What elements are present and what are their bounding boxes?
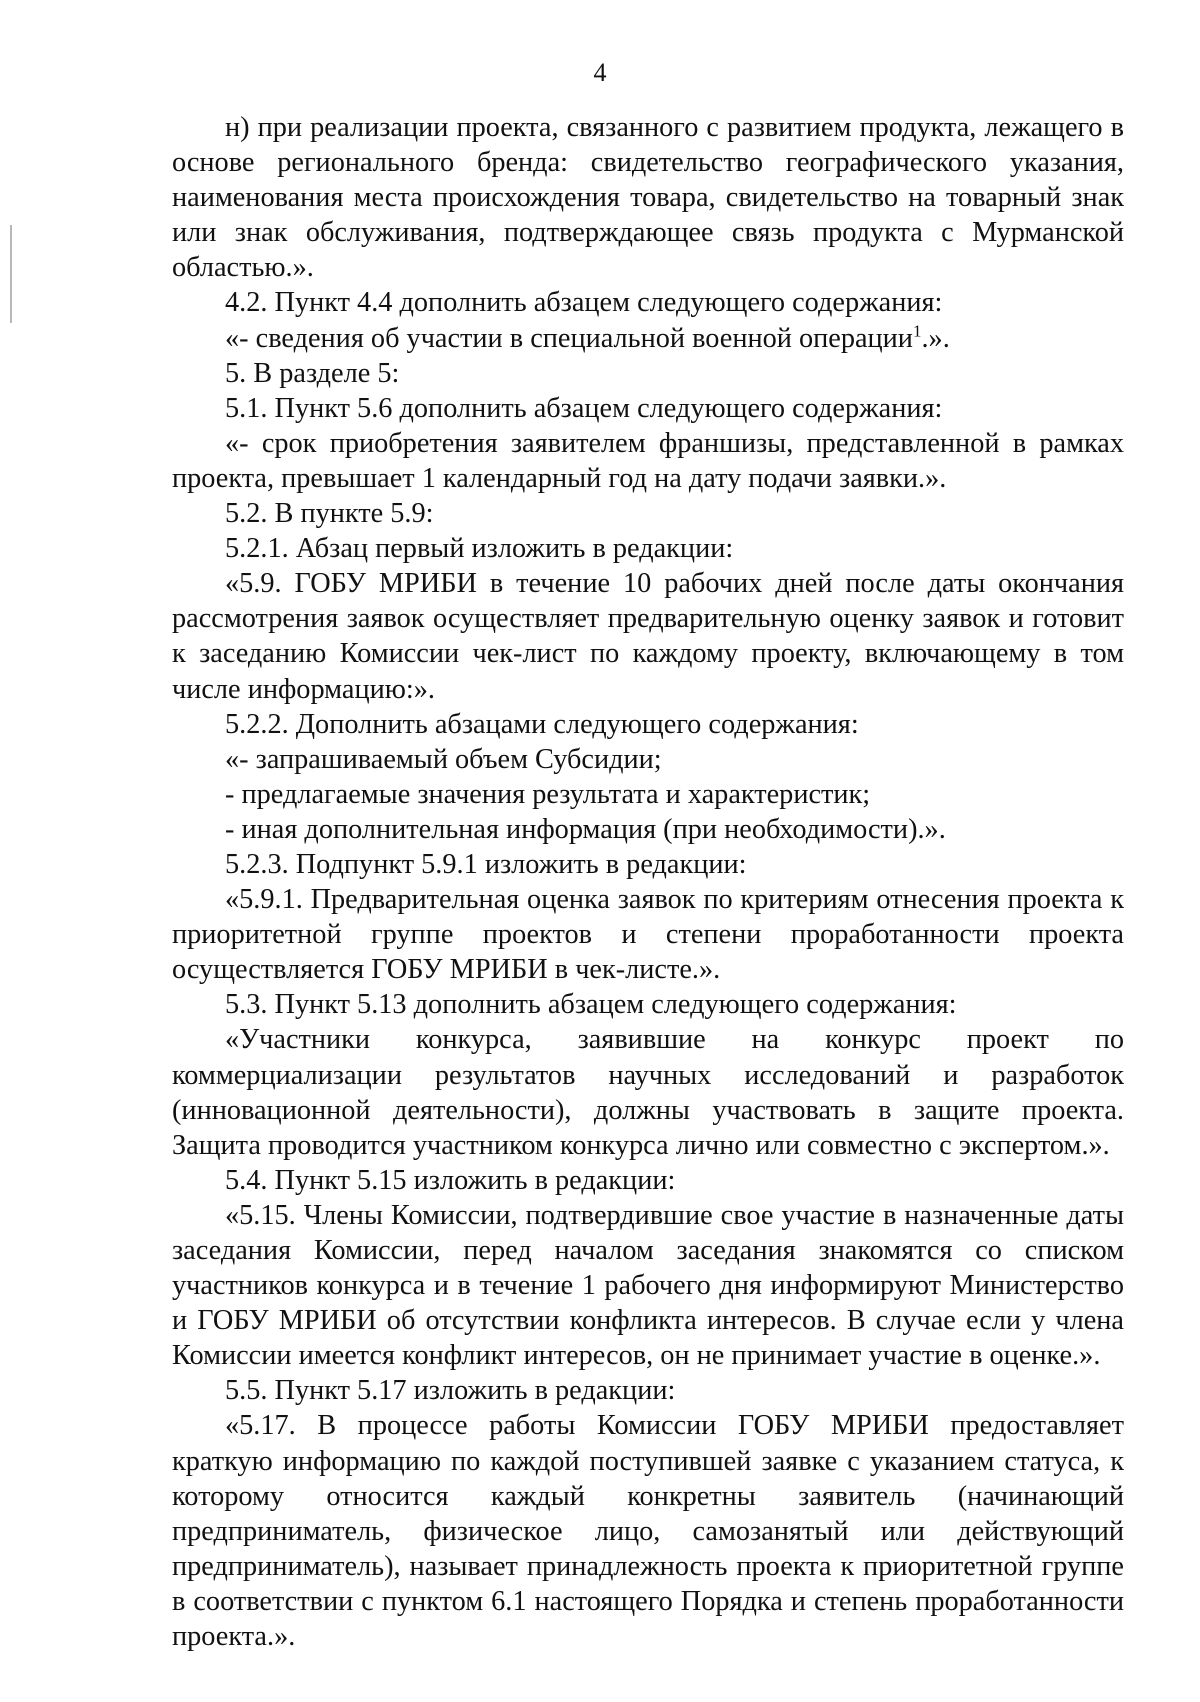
paragraph-5-2-1: 5.2.1. Абзац первый изложить в редакции: xyxy=(225,533,734,565)
paragraph-4-2: 4.2. Пункт 4.4 дополнить абзацем следующего содержания: xyxy=(225,287,943,319)
paragraph-svo-tail: .». xyxy=(921,322,950,354)
list-item-result-values: - предлагаемые значения результата и характеристик; xyxy=(225,778,871,810)
page-number: 4 xyxy=(593,58,607,87)
paragraph-5-9-text: «5.9. ГОБУ МРИБИ в течение 10 рабочих дней после даты окончания рассмотрения заявок осуществляет предварительную оценку заявок и готовит к заседанию Комиссии чек-лист по каждому проекту, включающему в том числе информацию:». xyxy=(172,568,1124,705)
paragraph-5-17-text: «5.17. В процессе работы Комиссии ГОБУ МРИБИ предоставляет краткую информацию по каждой поступившей заявке с указанием статуса, к которому относится каждый конкретны заявитель (начинающий предприниматель, физическое лицо, самозанятый или действующий предприниматель), называет принадлежность проекта к приоритетной группе в соответствии с пунктом 6.1 настоящего Порядка и степень проработанности проекта.». xyxy=(172,1410,1124,1653)
paragraph-section-5: 5. В разделе 5: xyxy=(225,357,400,389)
paragraph-5-4: 5.4. Пункт 5.15 изложить в редакции: xyxy=(225,1164,676,1196)
paragraph-5-1: 5.1. Пункт 5.6 дополнить абзацем следующего содержания: xyxy=(225,392,943,424)
paragraph-5-3: 5.3. Пункт 5.13 дополнить абзацем следующего содержания: xyxy=(225,989,957,1021)
paragraph-project-defense: «Участники конкурса, заявившие на конкурс проект по коммерциализации результатов научных исследований и разработок (инновационной деятельности), должны участвовать в защите проекта. Защита проводится участником конкурса лично или совместно с экспертом.». xyxy=(172,1024,1124,1161)
paragraph-franchise-term: «- срок приобретения заявителем франшизы, представленной в рамках проекта, превышает 1 календарный год на дату подачи заявки.». xyxy=(172,427,1124,494)
list-item-subsidy-volume: «- запрашиваемый объем Субсидии; xyxy=(225,743,662,775)
paragraph-n-item: н) при реализации проекта, связанного с развитием продукта, лежащего в основе регионального бренда: свидетельство географического указания, наименования места происхождения товара, свидетельство на товарный знак или знак обслуживания, подтверждающее связь продукта с Мурманской областью.». xyxy=(172,112,1124,284)
paragraph-5-2-2: 5.2.2. Дополнить абзацами следующего содержания: xyxy=(225,708,859,740)
footnote-reference: 1 xyxy=(912,321,922,341)
paragraph-5-15-text: «5.15. Члены Комиссии, подтвердившие свое участие в назначенные даты заседания Комиссии, перед началом заседания знакомятся со списком участников конкурса и в течение 1 рабочего дня информируют Министерство и ГОБУ МРИБИ об отсутствии конфликта интересов. В случае если у члена Комиссии имеется конфликт интересов, он не принимает участие в оценке.». xyxy=(172,1199,1124,1372)
list-item-additional-info: - иная дополнительная информация (при необходимости).». xyxy=(225,813,946,845)
document-body xyxy=(172,110,1124,1654)
paragraph-svo-participation xyxy=(172,321,1124,356)
scan-edge-mark xyxy=(10,225,12,323)
paragraph-5-2-3: 5.2.3. Подпункт 5.9.1 изложить в редакции: xyxy=(225,848,747,880)
paragraph-5-9-1-text: «5.9.1. Предварительная оценка заявок по критериям отнесения проекта к приоритетной группе проектов и степени проработанности проекта осуществляется ГОБУ МРИБИ в чек-листе.». xyxy=(172,884,1124,986)
paragraph-svo-text: «- сведения об участии в специальной военной операции xyxy=(225,322,913,354)
paragraph-5-2: 5.2. В пункте 5.9: xyxy=(225,498,434,530)
paragraph-5-5: 5.5. Пункт 5.17 изложить в редакции: xyxy=(225,1375,676,1407)
